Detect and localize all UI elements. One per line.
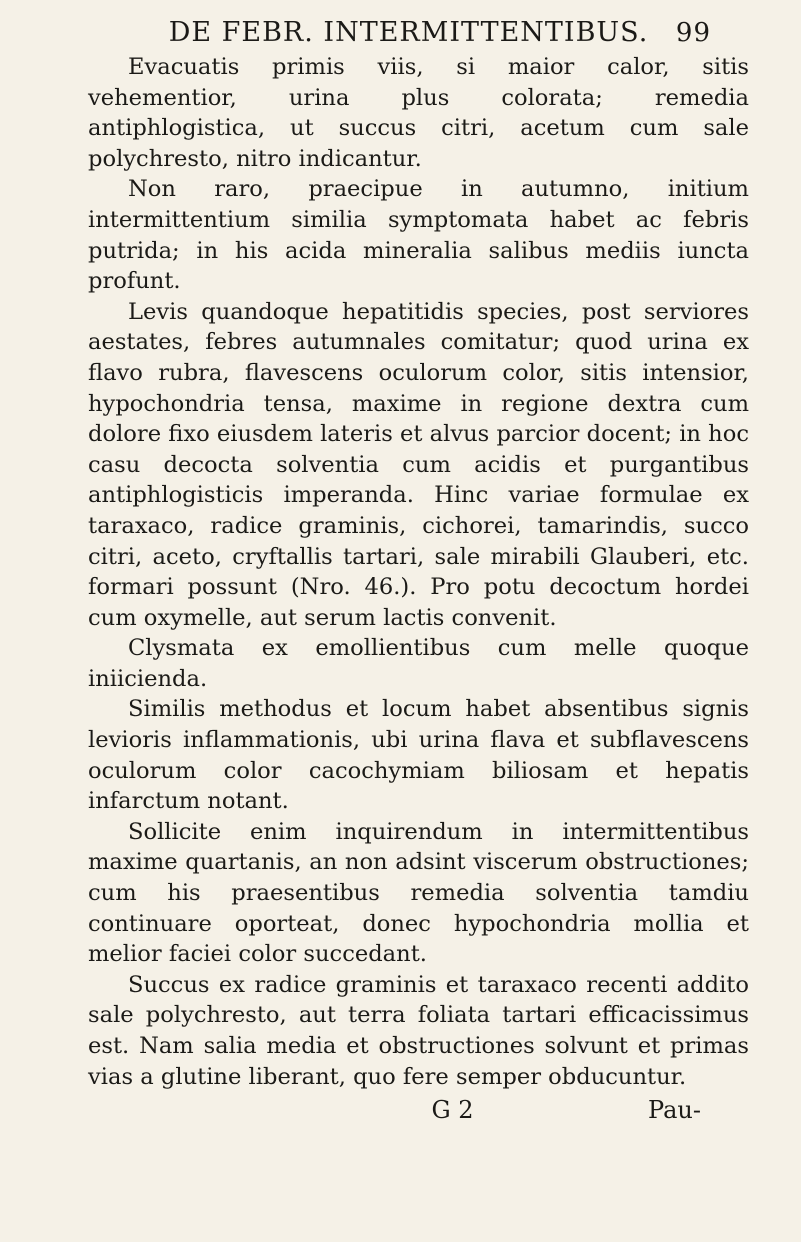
catchword: Pau- [648,1096,701,1125]
paragraph: Non raro, praecipue in autumno, initium intermittentium similia symptomata habet ac febris putrida; in his acida mineralia salibus mediis iuncta profunt. [88,176,749,295]
paragraph: Sollicite enim inquirendum in intermittentibus maxime quartanis, an non adsint viscerum obstructiones; cum his praesentibus remedia solventia tamdiu continuare oporteat, donec hypochondria mollia et melior faciei color succedant. [88,818,749,968]
running-head [88,14,749,52]
running-title: DE FEBR. INTERMITTENTIBUS. [168,17,649,48]
signature-mark: G 2 [431,1096,474,1125]
page-number: 99 [675,18,711,48]
paragraph: Levis quandoque hepatitidis species, post serviores aestates, febres autumnales comitatur; quod urina ex flavo rubra, flavescens oculorum color, sitis intensior, hypochondria tensa, maxime in regione dextra cum dolore fixo eiusdem lateris et alvus parcior docent; in hoc casu decocta solventia cum acidis et purgantibus antiphlogisticis imperanda. Hinc variae formulae ex taraxaco, radice graminis, cichorei, tamarindis, succo citri, aceto, cryftallis tartari, sale mirabili Glauberi, etc. formari possunt (Nro. 46.). Pro potu decoctum hordei cum oxymelle, aut serum lactis convenit. [88,298,749,631]
paragraph: Similis methodus et locum habet absentibus signis levioris inflammationis, ubi urina flava et subflavescens oculorum color cacochymiam biliosam et hepatis infarctum notant. [88,696,749,815]
paragraph: Clysmata ex emollientibus cum melle quoque iniicienda. [88,635,749,692]
paragraph: Succus ex radice graminis et taraxaco recenti addito sale polychresto, aut terra foliata tartari efficacissimus est. Nam salia media et obstructiones solvunt et primas vias a glutine liberant, quo fere semper obducuntur. [88,971,749,1090]
page-foot [88,1094,749,1126]
paragraph: Evacuatis primis viis, si maior calor, sitis vehementior, urina plus colorata; remedia antiphlogistica, ut succus citri, acetum cum sale polychresto, nitro indicantur. [88,54,749,172]
body-text [88,52,749,1092]
